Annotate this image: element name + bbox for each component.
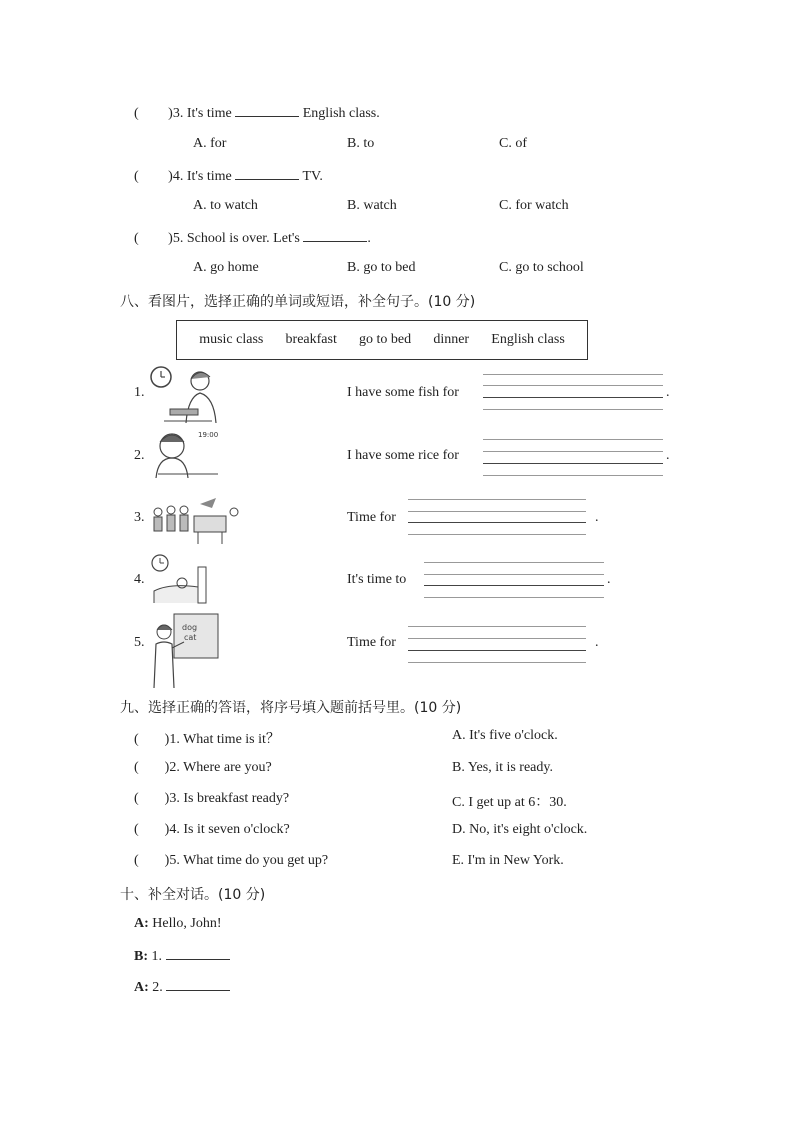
word-bank-item: English class	[491, 332, 565, 347]
item-sentence: I have some fish for	[347, 385, 459, 400]
section10-heading: 十、补全对话。(10 分)	[120, 887, 266, 903]
item-number: 2.	[134, 448, 145, 463]
section8-heading: 八、看图片，选择正确的单词或短语，补全句子。(10 分)	[120, 294, 476, 310]
answer-paren[interactable]: (	[134, 822, 139, 837]
picture-girl-eating-breakfast-icon	[150, 365, 220, 423]
item-number: 5.	[134, 635, 145, 650]
answer-blank[interactable]	[235, 104, 299, 117]
match-question: ( )3. Is breakfast ready?	[134, 791, 290, 806]
section9-heading: 九、选择正确的答语，将序号填入题前括号里。(10 分)	[120, 700, 462, 716]
item-number: 3.	[134, 510, 145, 525]
match-answer: E. I'm in New York.	[452, 853, 564, 868]
match-answer: A. It's five o'clock.	[452, 728, 558, 743]
mc-question-4: ( )4. It's time TV.	[134, 169, 323, 184]
answer-paren[interactable]: (	[134, 732, 139, 747]
option-c: C. for watch	[499, 198, 569, 213]
answer-blank[interactable]	[166, 978, 230, 991]
picture-music-class-icon	[150, 494, 246, 546]
item-number: 4.	[134, 572, 145, 587]
option-b: B. watch	[347, 198, 397, 213]
picture-boy-eating-dinner-icon	[150, 428, 220, 478]
option-c: C. of	[499, 136, 527, 151]
picture-go-to-bed-icon	[150, 553, 210, 605]
option-c: C. go to school	[499, 260, 584, 275]
match-answer: C. I get up at 6：30.	[452, 795, 567, 810]
answer-paren[interactable]: (	[134, 760, 139, 775]
writing-line[interactable]	[408, 650, 586, 651]
match-question: ( )1. What time is it？	[134, 732, 280, 747]
answer-paren[interactable]: (	[134, 106, 139, 121]
pic5-board-word: dog	[182, 623, 198, 632]
option-b: B. to	[347, 136, 375, 151]
answer-blank[interactable]	[166, 947, 230, 960]
item-sentence: It's time to	[347, 572, 407, 587]
item-sentence: I have some rice for	[347, 448, 459, 463]
mc-question-5: ( )5. School is over. Let's .	[134, 231, 371, 246]
item-sentence: Time for	[347, 635, 396, 650]
option-a: A. go home	[193, 260, 259, 275]
match-answer: D. No, it's eight o'clock.	[452, 822, 588, 837]
item-number: 1.	[134, 385, 145, 400]
word-bank	[176, 320, 588, 360]
match-question: ( )4. Is it seven o'clock?	[134, 822, 290, 837]
match-question: ( )2. Where are you?	[134, 760, 272, 775]
dialogue-line: A: Hello, John!	[134, 916, 222, 931]
dialogue-line: A: 2.	[134, 978, 230, 996]
word-bank-item: go to bed	[359, 332, 412, 347]
word-bank-item: dinner	[433, 332, 470, 347]
match-question: ( )5. What time do you get up?	[134, 853, 329, 868]
option-a: A. for	[193, 136, 227, 151]
pic5-board-word: cat	[184, 633, 197, 642]
dialogue-line: B: 1.	[134, 947, 230, 965]
mc-question-3: ( )3. It's time English class.	[134, 106, 380, 121]
answer-paren[interactable]: (	[134, 791, 139, 806]
answer-paren[interactable]: (	[134, 231, 139, 246]
item-sentence: Time for	[347, 510, 396, 525]
answer-paren[interactable]: (	[134, 853, 139, 868]
answer-paren[interactable]: (	[134, 169, 139, 184]
match-answer: B. Yes, it is ready.	[452, 760, 553, 775]
word-bank-item: breakfast	[285, 332, 337, 347]
option-b: B. go to bed	[347, 260, 416, 275]
writing-line[interactable]	[408, 522, 586, 523]
writing-line[interactable]	[424, 585, 604, 586]
writing-line[interactable]	[483, 397, 663, 398]
answer-blank[interactable]	[235, 167, 299, 180]
answer-blank[interactable]	[303, 229, 367, 242]
writing-line[interactable]	[483, 463, 663, 464]
picture-teacher-english-class-icon	[150, 612, 220, 688]
pic2-time: 19:00	[198, 431, 219, 439]
word-bank-item: music class	[199, 332, 264, 347]
option-a: A. to watch	[193, 198, 258, 213]
